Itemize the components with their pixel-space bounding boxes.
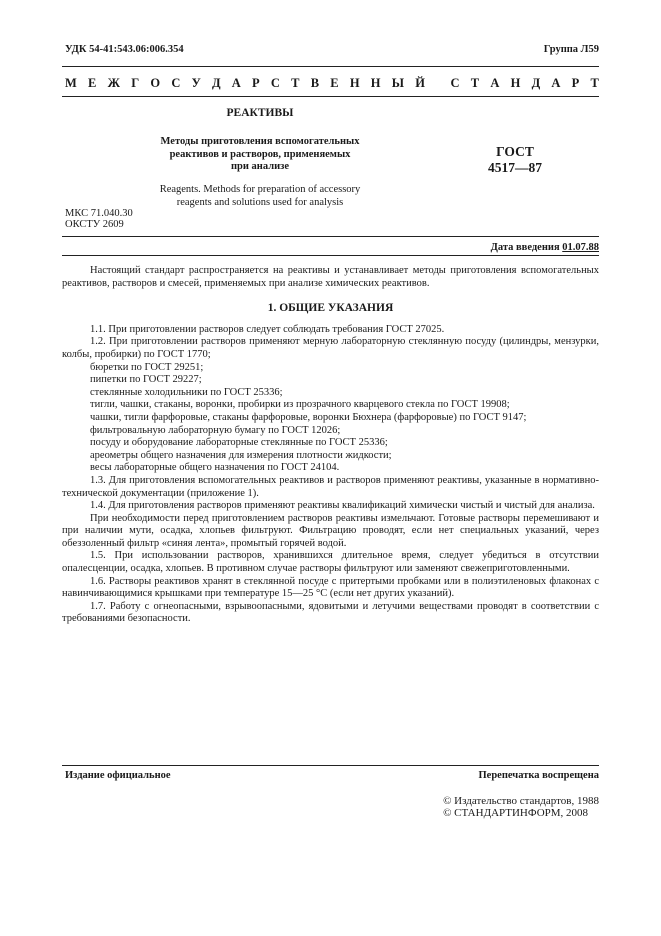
banner-letter: М bbox=[65, 76, 77, 90]
banner-letter bbox=[436, 76, 439, 91]
banner-letter: С bbox=[171, 76, 181, 90]
banner-letter: Г bbox=[131, 76, 140, 90]
date-rule-bottom bbox=[62, 255, 599, 256]
body-paragraph: 1.2. При приготовлении растворов применяют мерную лабораторную стеклянную посуду (цилиндры, мензурки, колбы, пробирки) по ГОСТ 1770; bbox=[62, 336, 599, 360]
banner-letter: Д bbox=[211, 76, 221, 90]
banner-letter: Т bbox=[291, 76, 300, 90]
document-title: РЕАКТИВЫ bbox=[226, 107, 294, 119]
gost-designation bbox=[460, 144, 570, 176]
banner-letter: А bbox=[231, 76, 241, 90]
banner-letter: О bbox=[150, 76, 161, 90]
banner-letter: Д bbox=[531, 76, 541, 90]
document-body bbox=[62, 265, 599, 626]
group-code: Группа Л59 bbox=[543, 44, 599, 55]
banner-letter: Ж bbox=[107, 76, 120, 90]
banner-letter: Н bbox=[370, 76, 381, 90]
body-paragraph: 1.1. При приготовлении растворов следует соблюдать требования ГОСТ 27025. bbox=[90, 323, 445, 335]
body-paragraph: посуду и оборудование лабораторные стеклянные по ГОСТ 25336; bbox=[90, 437, 388, 449]
reprint-prohibited: Перепечатка воспрещена bbox=[478, 770, 599, 781]
title-en-line: Reagents. Methods for preparation of accessory bbox=[159, 184, 361, 195]
date-label: Дата введения bbox=[490, 242, 560, 253]
banner-letter: Е bbox=[88, 76, 97, 90]
banner-letter: А bbox=[551, 76, 561, 90]
title-ru-line: при анализе bbox=[230, 161, 290, 172]
banner-letter: С bbox=[450, 76, 460, 90]
banner-letter: У bbox=[191, 76, 201, 90]
banner-rule bbox=[62, 96, 599, 97]
section-paragraphs bbox=[62, 324, 599, 626]
body-paragraph: стеклянные холодильники по ГОСТ 25336; bbox=[90, 386, 283, 398]
title-russian bbox=[130, 136, 390, 174]
body-paragraph: 1.4. Для приготовления растворов применяют реактивы квалификаций химически чистый и чистый для анализа. bbox=[90, 500, 595, 512]
footer-rule bbox=[62, 765, 599, 766]
body-paragraph: пипетки по ГОСТ 29227; bbox=[90, 374, 202, 386]
banner-letter: Н bbox=[349, 76, 360, 90]
udk-code: УДК 54-41:543.06:006.354 bbox=[65, 44, 184, 55]
banner-letter: Т bbox=[590, 76, 599, 90]
banner-letter: Р bbox=[252, 76, 260, 90]
banner-letter: Й bbox=[415, 76, 425, 90]
body-paragraph: фильтровальную лабораторную бумагу по ГОСТ 12026; bbox=[90, 424, 341, 436]
okstu-code: ОКСТУ 2609 bbox=[65, 219, 124, 230]
intro-paragraph: Настоящий стандарт распространяется на реактивы и устанавливает методы приготовления вспомогательных реактивов, растворов и смесей, применяемых при анализе химических реактивов. bbox=[62, 265, 599, 289]
date-value: 01.07.88 bbox=[562, 242, 599, 253]
top-rule bbox=[62, 66, 599, 67]
body-paragraph: весы лабораторные общего назначения по ГОСТ 24104. bbox=[90, 462, 340, 474]
banner-letter: А bbox=[490, 76, 500, 90]
interstate-standard-banner bbox=[65, 76, 599, 91]
copyright-block bbox=[443, 795, 599, 819]
title-english bbox=[130, 183, 390, 209]
copyright-line: © Издательство стандартов, 1988 bbox=[443, 795, 599, 807]
banner-letter: Р bbox=[571, 76, 580, 90]
banner-letter: Н bbox=[510, 76, 521, 90]
title-en-line: reagents and solutions used for analysis bbox=[176, 197, 344, 208]
section-heading: 1. ОБЩИЕ УКАЗАНИЯ bbox=[267, 302, 394, 315]
official-edition: Издание официальное bbox=[65, 770, 171, 781]
body-paragraph: чашки, тигли фарфоровые, стаканы фарфоровые, воронки Бюхнера (фарфоровые) по ГОСТ 9147; bbox=[90, 411, 527, 423]
banner-letter: С bbox=[270, 76, 280, 90]
body-paragraph: При необходимости перед приготовлением растворов реактивы измельчают. Готовые растворы перемешивают и при наличии мути, осадка, хлопьев фильтруют. Фильтрацию проводят, если нет специальных указаний, через обеззоленный фильтр «синяя лента», промытый горячей водой. bbox=[62, 512, 599, 549]
classification-codes bbox=[65, 208, 133, 230]
banner-letter: Е bbox=[330, 76, 339, 90]
banner-letter: Ы bbox=[391, 76, 405, 90]
body-paragraph: ареометры общего назначения для измерения плотности жидкости; bbox=[90, 449, 392, 461]
copyright-line: © СТАНДАРТИНФОРМ, 2008 bbox=[443, 807, 589, 819]
title-ru-line: реактивов и растворов, применяемых bbox=[169, 148, 351, 160]
body-paragraph: тигли, чашки, стаканы, воронки, пробирки из прозрачного кварцевого стекла по ГОСТ 19908; bbox=[90, 399, 510, 411]
gost-number: 4517—87 bbox=[488, 160, 542, 175]
body-paragraph: 1.5. При использовании растворов, хранившихся длительное время, следует убедиться в отсутствии опалесценции, осадка, хлопьев. В противном случае растворы фильтруют или заменяют свежеприготовленными. bbox=[62, 550, 599, 575]
date-rule bbox=[62, 236, 599, 237]
gost-label: ГОСТ bbox=[496, 144, 534, 159]
banner-letter: В bbox=[310, 76, 320, 90]
mks-code: МКС 71.040.30 bbox=[65, 208, 133, 219]
introduction-date bbox=[491, 242, 599, 253]
body-paragraph: 1.7. Работу с огнеопасными, взрывоопасными, ядовитыми и летучими веществами проводят в соответствии с требованиями безопасности. bbox=[62, 600, 599, 625]
body-paragraph: бюретки по ГОСТ 29251; bbox=[90, 361, 204, 373]
body-paragraph: 1.3. Для приготовления вспомогательных реактивов и растворов применяют реактивы, указанные в нормативно-технической документации (приложение 1). bbox=[62, 474, 599, 499]
body-paragraph: 1.6. Растворы реактивов хранят в стеклянной посуде с притертыми пробками или в полиэтиленовых флаконах с навинчивающимися крышками при температуре 15—25 °С (если нет других указаний). bbox=[62, 575, 599, 600]
banner-letter: Т bbox=[470, 76, 480, 90]
title-ru-line: Методы приготовления вспомогательных bbox=[160, 136, 360, 147]
